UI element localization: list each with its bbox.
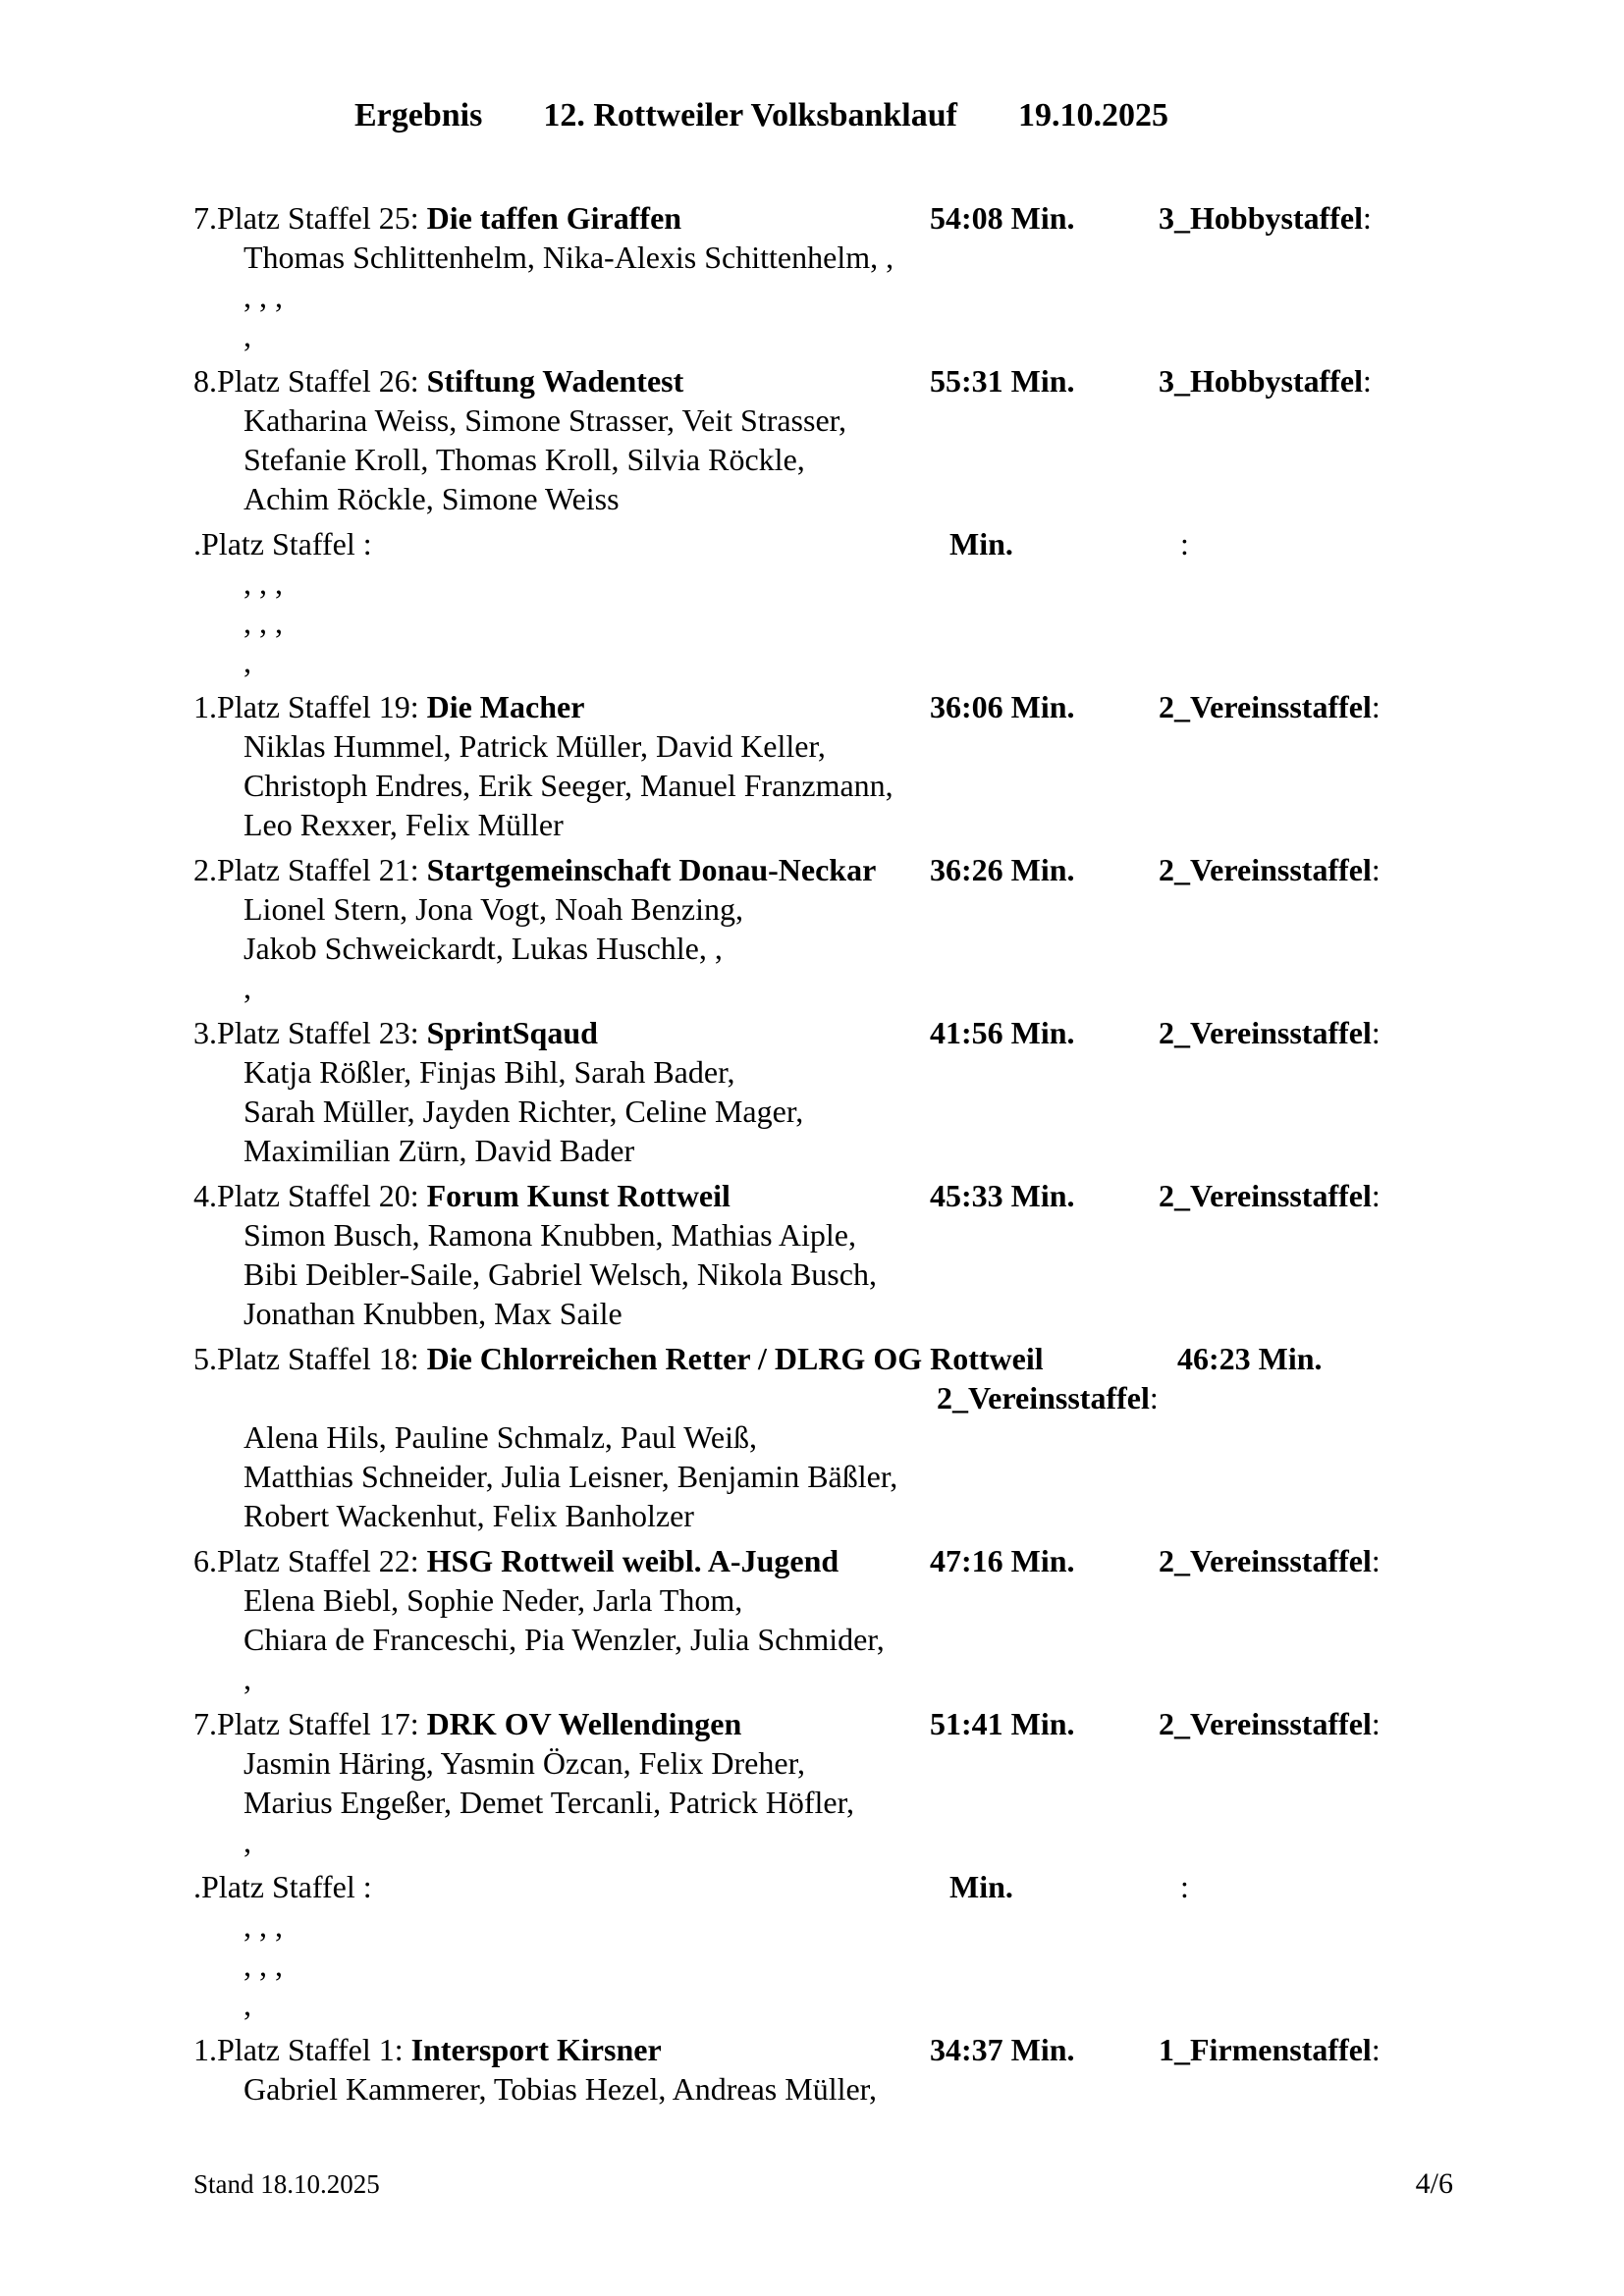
page-title — [193, 96, 1421, 135]
title-result-label: Ergebnis — [354, 97, 483, 133]
entry-runners-line: , — [244, 644, 251, 679]
entry-time: Min. — [949, 1869, 1013, 1904]
result-entry — [193, 1013, 1421, 1170]
result-entry — [193, 1867, 1421, 2024]
entry-runners-line: Jonathan Knubben, Max Saile — [244, 1296, 623, 1331]
entry-team-name: Die Macher — [426, 689, 585, 724]
entry-category — [1159, 1013, 1380, 1052]
result-entry — [193, 1541, 1421, 1698]
entry-place-label: .Platz Staffel : — [193, 526, 372, 561]
entry-category — [1180, 1867, 1189, 1906]
entry-runners-line: Lionel Stern, Jona Vogt, Noah Benzing, — [244, 891, 743, 927]
entry-place-label: 4.Platz Staffel 20: — [193, 1178, 427, 1213]
entry-category-colon: : — [1149, 1380, 1159, 1415]
title-event-name: 12. Rottweiler Volksbanklauf — [543, 97, 957, 133]
entry-category-colon: : — [1180, 1869, 1189, 1904]
entry-runners-line: , , , — [244, 1908, 283, 1944]
entry-place-label: 3.Platz Staffel 23: — [193, 1015, 427, 1050]
entry-category — [1159, 687, 1380, 726]
entry-runners-line: Maximilian Zürn, David Bader — [244, 1133, 635, 1168]
entry-category-colon: : — [1363, 363, 1372, 399]
entry-team-name: Forum Kunst Rottweil — [426, 1178, 731, 1213]
entry-header — [193, 1339, 1421, 1378]
entry-category-name: 1_Firmenstaffel — [1159, 2032, 1372, 2067]
entry-category-name: 3_Hobbystaffel — [1159, 363, 1363, 399]
entry-place-label: 5.Platz Staffel 18: — [193, 1341, 427, 1376]
entry-team-name: SprintSqaud — [426, 1015, 598, 1050]
entry-category-name: 2_Vereinsstaffel — [1159, 1178, 1372, 1213]
entry-category-colon: : — [1371, 2032, 1380, 2067]
entry-category — [1159, 361, 1372, 400]
entry-runners-line: , , , — [244, 1948, 283, 1983]
entry-runners-line: , — [244, 970, 251, 1005]
entry-runners-line: Sarah Müller, Jayden Richter, Celine Mager, — [244, 1094, 804, 1129]
result-entry — [193, 1704, 1421, 1861]
entry-time: 41:56 Min. — [930, 1015, 1075, 1050]
entry-header — [193, 850, 1421, 889]
entry-category-name: 3_Hobbystaffel — [1159, 200, 1363, 236]
entry-team-name: DRK OV Wellendingen — [426, 1706, 742, 1741]
entry-runners-line: Leo Rexxer, Felix Müller — [244, 807, 564, 842]
entry-runners-line: , — [244, 318, 251, 353]
entry-header — [193, 361, 1421, 400]
entry-runners-line: Christoph Endres, Erik Seeger, Manuel Franzmann, — [244, 768, 893, 803]
entry-category-name: 2_Vereinsstaffel — [1159, 852, 1372, 887]
entry-category-name: 2_Vereinsstaffel — [937, 1380, 1150, 1415]
entry-place-label: 2.Platz Staffel 21: — [193, 852, 427, 887]
entry-category — [1159, 198, 1372, 238]
result-entry — [193, 850, 1421, 1007]
entry-header — [193, 1013, 1421, 1052]
entry-runners-line: , , , — [244, 279, 283, 314]
title-event-date: 19.10.2025 — [1017, 97, 1168, 133]
entry-time: 46:23 Min. — [1177, 1341, 1323, 1376]
entry-runners-line: Katharina Weiss, Simone Strasser, Veit Strasser, — [244, 402, 847, 438]
entry-time: 47:16 Min. — [930, 1543, 1075, 1578]
entry-category-name: 2_Vereinsstaffel — [1159, 1015, 1372, 1050]
entry-header — [193, 687, 1421, 726]
entry-runners-line: Niklas Hummel, Patrick Müller, David Keller, — [244, 728, 826, 764]
entry-time: 36:06 Min. — [930, 689, 1075, 724]
entry-runners-line: , , , — [244, 565, 283, 601]
entry-team-name: Startgemeinschaft Donau-Neckar — [426, 852, 877, 887]
result-entry — [193, 361, 1421, 518]
entry-runners-line: Katja Rößler, Finjas Bihl, Sarah Bader, — [244, 1054, 735, 1090]
entry-runners-line: Stefanie Kroll, Thomas Kroll, Silvia Röckle, — [244, 442, 805, 477]
entry-runners-line: Simon Busch, Ramona Knubben, Mathias Aiple, — [244, 1217, 856, 1253]
entry-time: Min. — [949, 526, 1013, 561]
entry-place-label: 1.Platz Staffel 1: — [193, 2032, 411, 2067]
page-number: 4/6 — [1415, 2167, 1453, 2200]
entry-time: 36:26 Min. — [930, 852, 1075, 887]
entry-time: 54:08 Min. — [930, 200, 1075, 236]
entry-runners-line: Matthias Schneider, Julia Leisner, Benjamin Bäßler, — [244, 1459, 898, 1494]
entry-place-label: 1.Platz Staffel 19: — [193, 689, 427, 724]
entry-time: 55:31 Min. — [930, 363, 1075, 399]
entry-runners-line: Jakob Schweickardt, Lukas Huschle, , — [244, 931, 723, 966]
entry-category — [1159, 1704, 1380, 1743]
entry-runners-line: Chiara de Franceschi, Pia Wenzler, Julia Schmider, — [244, 1622, 885, 1657]
entry-runners-line: Bibi Deibler-Saile, Gabriel Welsch, Nikola Busch, — [244, 1256, 877, 1292]
entry-header — [193, 1541, 1421, 1580]
entry-runners-line: Gabriel Kammerer, Tobias Hezel, Andreas Müller, — [244, 2071, 878, 2107]
result-entry — [193, 524, 1421, 681]
entry-category-name: 2_Vereinsstaffel — [1159, 1706, 1372, 1741]
entry-place-label: 8.Platz Staffel 26: — [193, 363, 427, 399]
entry-header — [193, 1704, 1421, 1743]
entry-header — [193, 1176, 1421, 1215]
entry-runners-line: , — [244, 1824, 251, 1859]
entry-runners-line: Robert Wackenhut, Felix Banholzer — [244, 1498, 694, 1533]
entry-team-name: HSG Rottweil weibl. A-Jugend — [426, 1543, 839, 1578]
footer-status: Stand 18.10.2025 — [193, 2169, 380, 2199]
entry-category — [1180, 524, 1189, 563]
page-footer — [193, 2167, 1453, 2201]
result-entry — [193, 687, 1421, 844]
entry-place-label: 7.Platz Staffel 25: — [193, 200, 427, 236]
entry-runners-line: Achim Röckle, Simone Weiss — [244, 481, 620, 516]
results-list — [193, 198, 1421, 2109]
entry-header — [193, 198, 1421, 238]
entry-runners-line: , — [244, 1987, 251, 2022]
entry-runners-line: Alena Hils, Pauline Schmalz, Paul Weiß, — [244, 1419, 757, 1455]
entry-runners-line: , , , — [244, 605, 283, 640]
entry-team-name: Die taffen Giraffen — [426, 200, 682, 236]
entry-team-name: Die Chlorreichen Retter / DLRG OG Rottweil — [426, 1341, 1044, 1376]
entry-category-name: 2_Vereinsstaffel — [1159, 689, 1372, 724]
entry-time: 51:41 Min. — [930, 1706, 1075, 1741]
entry-category-colon: : — [1363, 200, 1372, 236]
result-entry — [193, 198, 1421, 355]
entry-category-colon: : — [1371, 852, 1380, 887]
entry-team-name: Intersport Kirsner — [410, 2032, 662, 2067]
entry-runners-line: , — [244, 1661, 251, 1696]
entry-team-name: Stiftung Wadentest — [426, 363, 684, 399]
entry-category-colon: : — [1371, 689, 1380, 724]
entry-runners-line: Elena Biebl, Sophie Neder, Jarla Thom, — [244, 1582, 743, 1618]
result-entry — [193, 1176, 1421, 1333]
entry-category — [1159, 850, 1380, 889]
entry-category-colon: : — [1371, 1706, 1380, 1741]
entry-runners-line: Marius Engeßer, Demet Tercanli, Patrick Höfler, — [244, 1785, 854, 1820]
entry-header — [193, 524, 1421, 563]
entry-category — [1159, 1541, 1380, 1580]
entry-place-label: .Platz Staffel : — [193, 1869, 372, 1904]
entry-category-colon: : — [1371, 1178, 1380, 1213]
entry-runners-line: Thomas Schlittenhelm, Nika-Alexis Schittenhelm, , — [244, 240, 894, 275]
result-entry — [193, 2030, 1421, 2109]
entry-category-line — [193, 1378, 1421, 1417]
entry-header — [193, 1867, 1421, 1906]
entry-runners-line: Jasmin Häring, Yasmin Özcan, Felix Dreher, — [244, 1745, 805, 1781]
entry-time: 34:37 Min. — [930, 2032, 1075, 2067]
entry-category-colon: : — [1371, 1543, 1380, 1578]
entry-category-colon: : — [1371, 1015, 1380, 1050]
entry-place-label: 6.Platz Staffel 22: — [193, 1543, 427, 1578]
result-entry — [193, 1339, 1421, 1535]
entry-category — [1159, 2030, 1380, 2069]
entry-time: 45:33 Min. — [930, 1178, 1075, 1213]
entry-category — [1159, 1176, 1380, 1215]
entry-place-label: 7.Platz Staffel 17: — [193, 1706, 427, 1741]
entry-category-colon: : — [1180, 526, 1189, 561]
entry-header — [193, 2030, 1421, 2069]
entry-category-name: 2_Vereinsstaffel — [1159, 1543, 1372, 1578]
